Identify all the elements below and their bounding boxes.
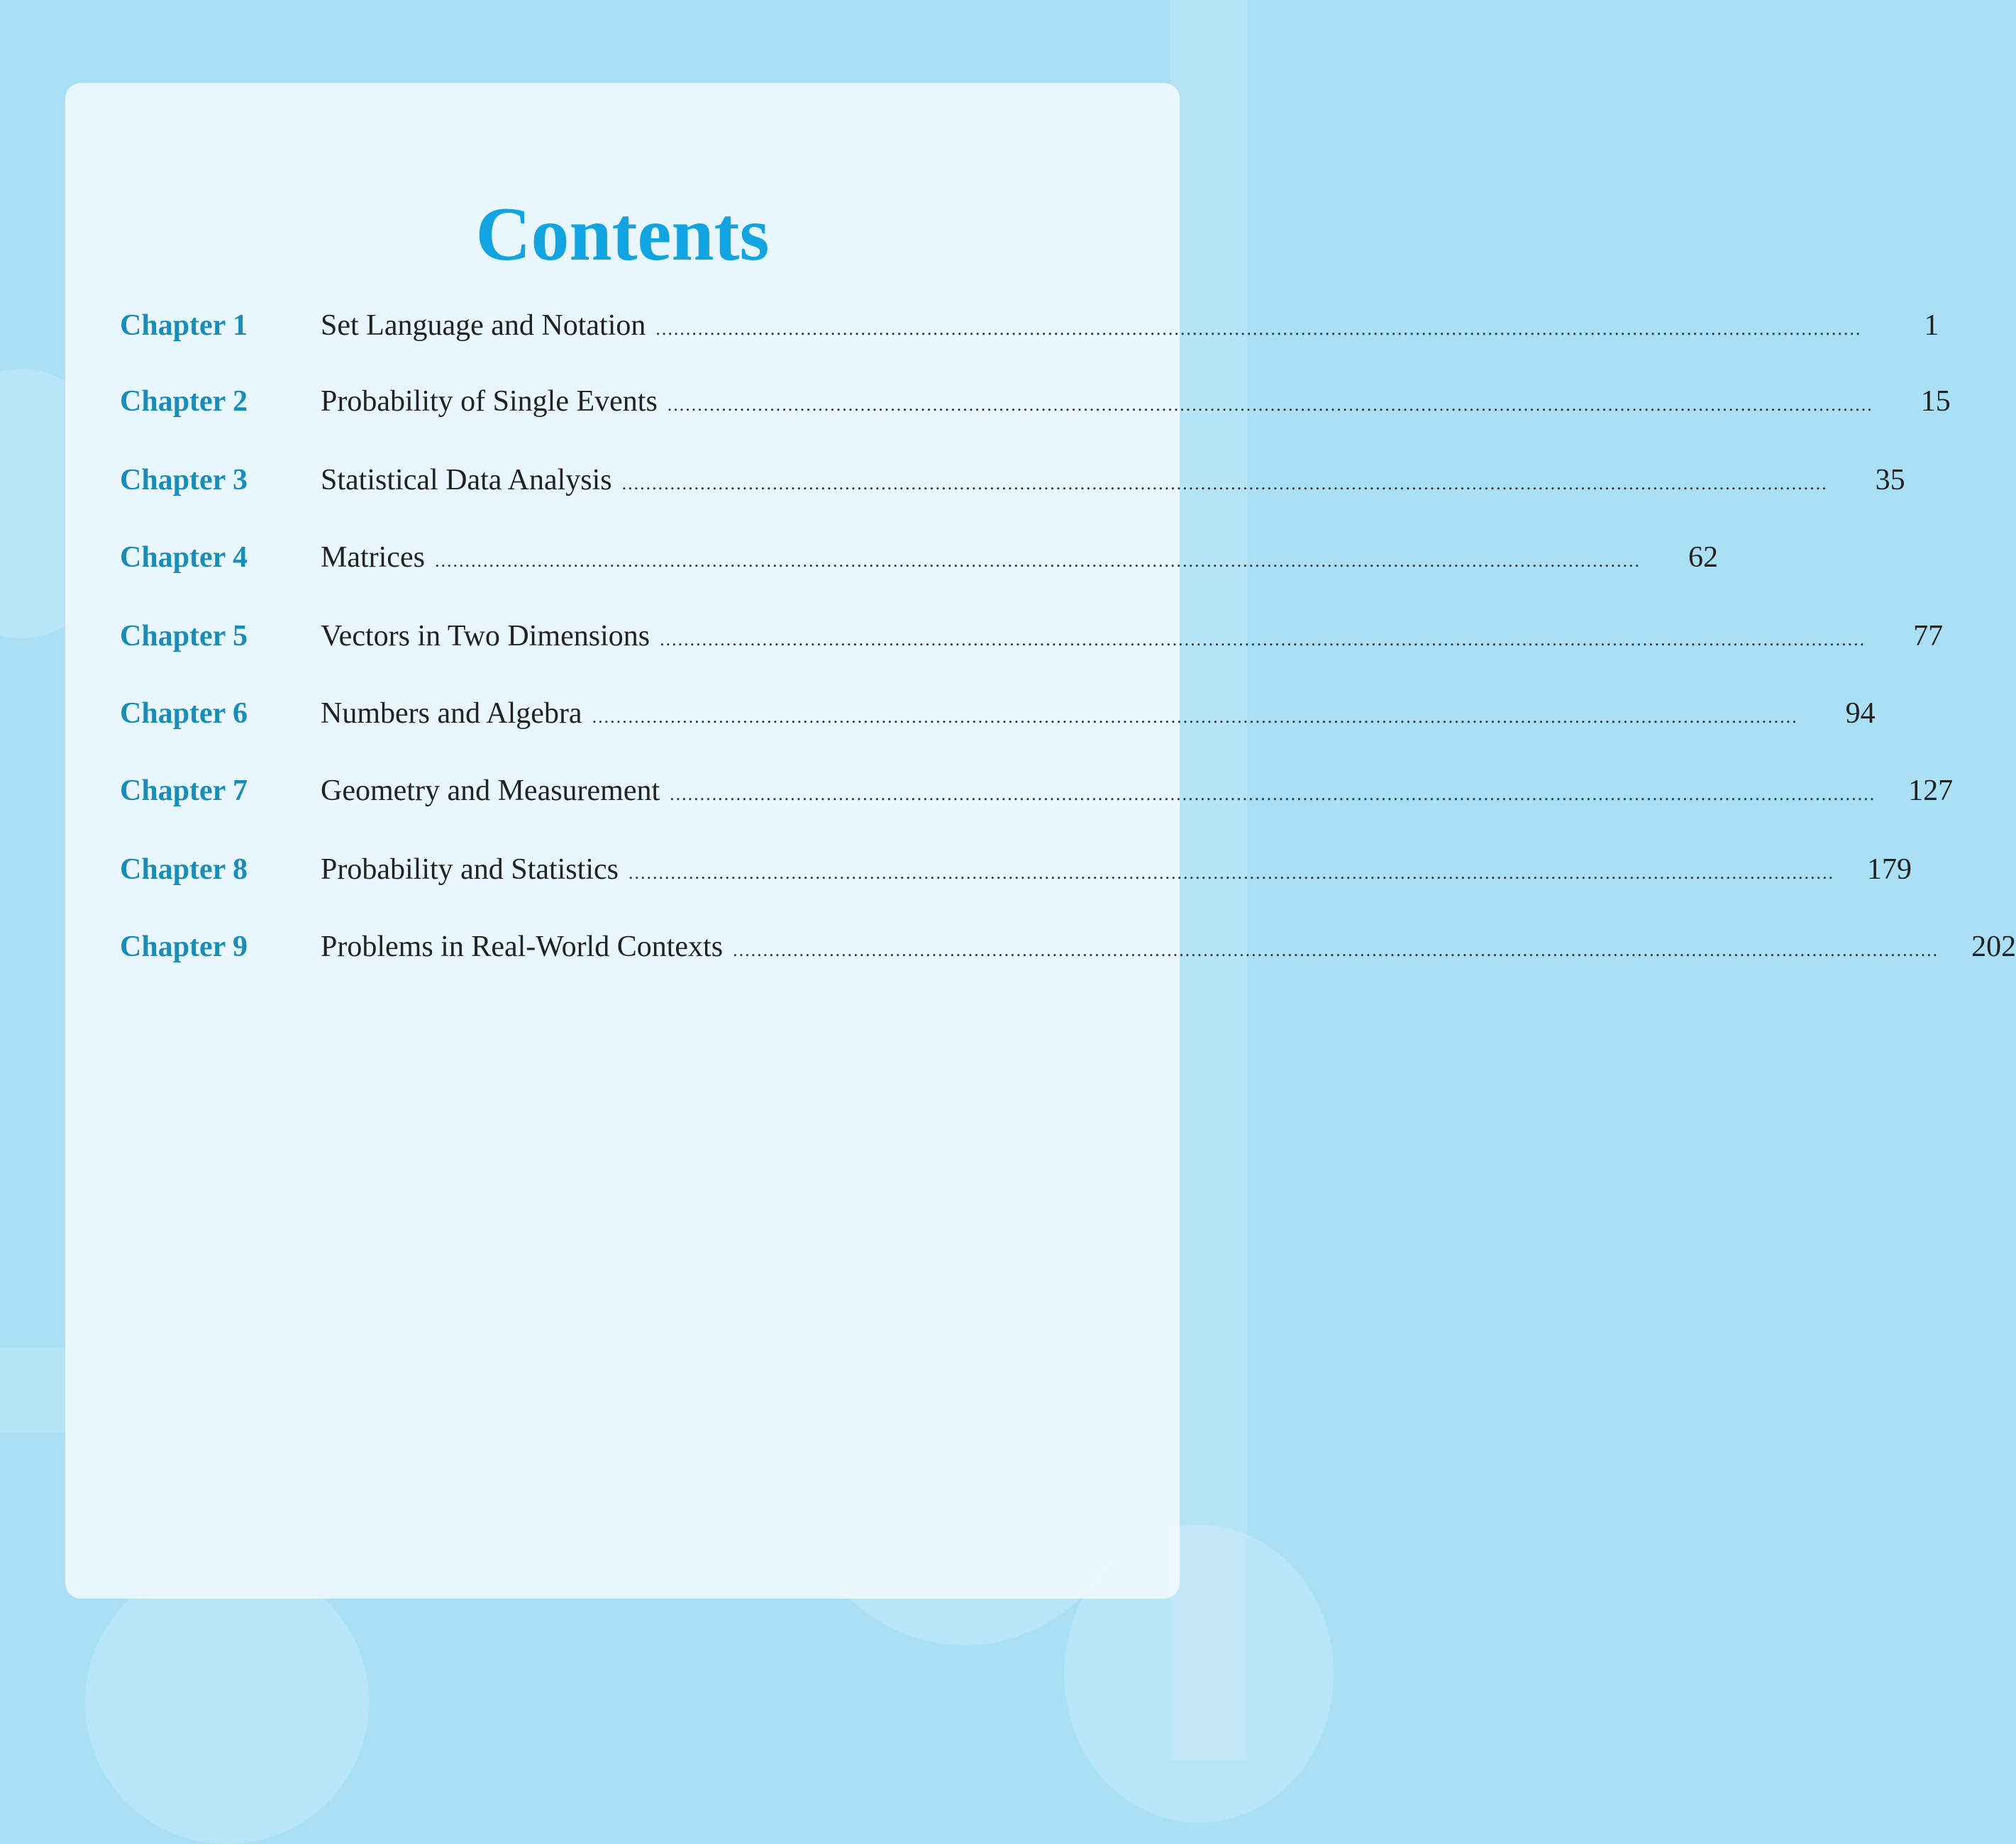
toc-entry[interactable] xyxy=(120,380,1951,423)
dot-leader: ........................................................................................................................................................................................................ xyxy=(667,394,1873,415)
dot-leader: ........................................................................................................................................................................................................ xyxy=(660,629,1866,650)
toc-entry[interactable] xyxy=(120,692,1876,735)
chapter-label: Chapter 2 xyxy=(120,385,248,418)
chapter-title: Vectors in Two Dimensions xyxy=(321,620,650,652)
chapter-label: Chapter 8 xyxy=(120,853,248,886)
chapter-label: Chapter 1 xyxy=(120,309,248,342)
chapter-title: Geometry and Measurement xyxy=(321,774,660,807)
toc-entry[interactable] xyxy=(120,848,1912,891)
chapter-title: Set Language and Notation xyxy=(321,309,646,342)
page-number: 35 xyxy=(1875,464,1905,496)
chapter-label: Chapter 9 xyxy=(120,931,248,963)
page-number: 94 xyxy=(1845,697,1876,730)
chapter-title: Statistical Data Analysis xyxy=(321,464,612,496)
chapter-label: Chapter 5 xyxy=(120,620,248,652)
page-number: 15 xyxy=(1920,385,1951,418)
toc-entry[interactable] xyxy=(120,615,1944,657)
page-title: Contents xyxy=(475,192,770,277)
page-number: 202 xyxy=(1971,931,2016,963)
page-number: 62 xyxy=(1688,541,1718,574)
chapter-title: Probability of Single Events xyxy=(321,385,658,418)
chapter-title: Problems in Real-World Contexts xyxy=(321,931,724,963)
chapter-label: Chapter 6 xyxy=(120,697,248,730)
chapter-label: Chapter 4 xyxy=(120,541,248,574)
dot-leader: ........................................................................................................................................................................................................ xyxy=(434,550,1641,571)
toc-entry[interactable] xyxy=(120,459,1905,501)
dot-leader: ........................................................................................................................................................................................................ xyxy=(628,862,1834,883)
chapter-title: Probability and Statistics xyxy=(321,853,619,886)
page-number: 127 xyxy=(1908,774,1954,807)
page-number: 1 xyxy=(1924,309,1939,342)
page-number: 77 xyxy=(1913,620,1944,652)
chapter-title: Matrices xyxy=(321,541,425,574)
page-number: 179 xyxy=(1866,853,1912,886)
toc-entry[interactable] xyxy=(120,304,1939,347)
dot-leader: ........................................................................................................................................................................................................ xyxy=(670,784,1876,804)
toc-entry[interactable] xyxy=(120,536,1718,579)
toc-entry[interactable] xyxy=(120,926,2016,968)
dot-leader: ........................................................................................................................................................................................................ xyxy=(733,940,1939,960)
chapter-label: Chapter 3 xyxy=(120,464,248,496)
dot-leader: ........................................................................................................................................................................................................ xyxy=(592,706,1798,727)
dot-leader: ........................................................................................................................................................................................................ xyxy=(655,318,1862,339)
chapter-label: Chapter 7 xyxy=(120,774,248,807)
dot-leader: ........................................................................................................................................................................................................ xyxy=(621,473,1828,494)
chapter-title: Numbers and Algebra xyxy=(321,697,582,730)
toc-entry[interactable] xyxy=(120,770,1954,812)
